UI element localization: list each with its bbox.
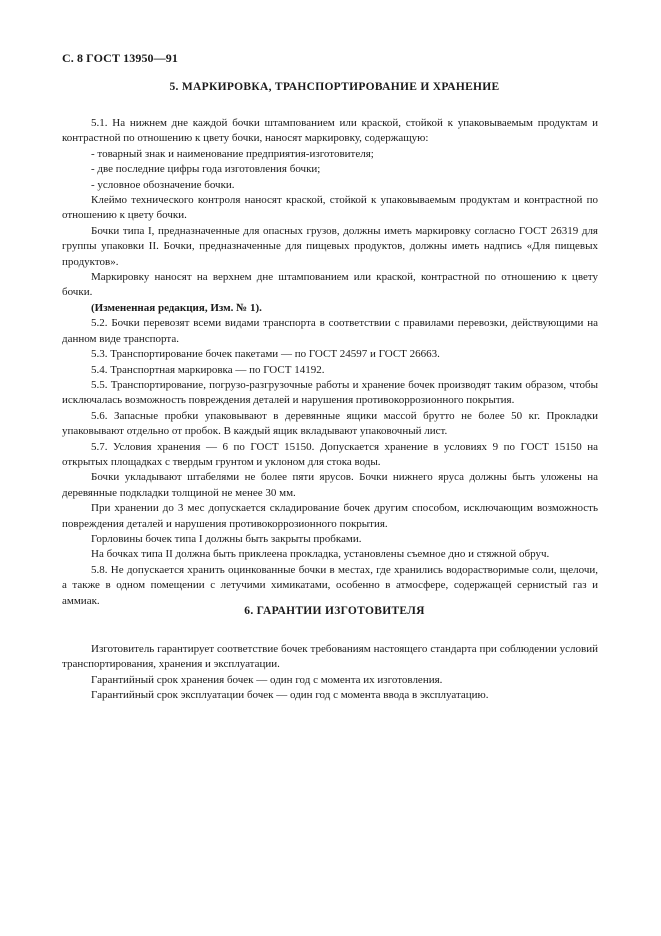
paragraph-stacking: Бочки укладывают штабелями не более пяти ярусов. Бочки нижнего яруса должны быть уложены на деревянные подкладки толщиной не менее 30 мм. bbox=[62, 471, 598, 499]
amendment-note: (Измененная редакция, Изм. № 1). bbox=[91, 301, 262, 314]
paragraph-5-7: 5.7. Условия хранения — 6 по ГОСТ 15150. Допускается хранение в условиях 9 по ГОСТ 15150 на открытых площадках с твердым грунтом и уклоном для стока воды. bbox=[62, 440, 598, 468]
paragraph-5-1: 5.1. На нижнем дне каждой бочки штампованием или краской, стойкой к упаковываемым продуктам и контрастной по отношению к цвету бочки, наносят маркировку, содержащую: bbox=[62, 117, 598, 145]
paragraph-warranty-compliance: Изготовитель гарантирует соответствие бочек требованиям настоящего стандарта при соблюдении условий транспортирования, хранения и эксплуатации. bbox=[62, 643, 598, 671]
paragraph-5-5: 5.5. Транспортирование, погрузо-разгрузочные работы и хранение бочек производят таким образом, чтобы исключалась возможность повреждения деталей и нарушения противокоррозионного покрытия. bbox=[62, 378, 598, 407]
paragraph-5-2: 5.2. Бочки перевозят всеми видами транспорта в соответствии с правилами перевозки, действующими на данном виде транспорта. bbox=[62, 317, 598, 345]
paragraph-5-3: 5.3. Транспортирование бочек пакетами — по ГОСТ 24597 и ГОСТ 26663. bbox=[91, 348, 440, 361]
paragraph-5-6: 5.6. Запасные пробки упаковывают в деревянные ящики массой брутто не более 50 кг. Прокладки упаковывают отдельно от пробок. В каждый ящик вкладывают упаковочный лист. bbox=[62, 409, 598, 438]
paragraph-type-2-gasket: На бочках типа II должна быть приклеена прокладка, установлены съемное дно и стяжной обруч. bbox=[91, 548, 550, 561]
page-header: С. 8 ГОСТ 13950—91 bbox=[62, 51, 178, 65]
paragraph-type-1-plugs: Горловины бочек типа I должны быть закрыты пробками. bbox=[91, 532, 362, 545]
paragraph-top-marking: Маркировку наносят на верхнем дне штампованием или краской, контрастной по отношению к цвету бочки. bbox=[62, 271, 598, 299]
paragraph-5-4: 5.4. Транспортная маркировка — по ГОСТ 14192. bbox=[91, 363, 325, 376]
paragraph-warranty-storage: Гарантийный срок хранения бочек — один год с момента их изготовления. bbox=[91, 673, 443, 686]
paragraph-5-8: 5.8. Не допускается хранить оцинкованные бочки в местах, где хранились водорастворимые соли, щелочи, а также в одном помещении с летучими химикатами, особенно в атмосфере, содержащей сернистый газ и аммиак. bbox=[62, 563, 598, 607]
section-5-title: 5. МАРКИРОВКА, ТРАНСПОРТИРОВАНИЕ И ХРАНЕНИЕ bbox=[169, 81, 500, 93]
list-item-year: - две последние цифры года изготовления бочки; bbox=[91, 163, 321, 176]
paragraph-warranty-operation: Гарантийный срок эксплуатации бочек — один год с момента ввода в эксплуатацию. bbox=[91, 689, 489, 702]
paragraph-storage-3-months: При хранении до 3 мес допускается складирование бочек другим способом, исключающим возможность повреждения деталей и нарушения противокоррозионного покрытия. bbox=[62, 502, 598, 530]
list-item-designation: - условное обозначение бочки. bbox=[91, 178, 235, 191]
section-6-title: 6. ГАРАНТИИ ИЗГОТОВИТЕЛЯ bbox=[244, 605, 425, 617]
paragraph-dangerous-goods: Бочки типа I, предназначенные для опасных грузов, должны иметь маркировку согласно ГОСТ 26319 для группы упаковки II. Бочки, предназначенные для пищевых продуктов, должны иметь надпись «Для пищевых продуктов». bbox=[62, 224, 598, 268]
paragraph-inspection-stamp: Клеймо технического контроля наносят краской, стойкой к упаковываемым продуктам и контрастной по отношению к цвету бочки. bbox=[62, 194, 598, 222]
section-6-body bbox=[62, 642, 598, 704]
section-5-body bbox=[62, 116, 598, 609]
list-item-trademark: - товарный знак и наименование предприятия-изготовителя; bbox=[91, 147, 374, 160]
